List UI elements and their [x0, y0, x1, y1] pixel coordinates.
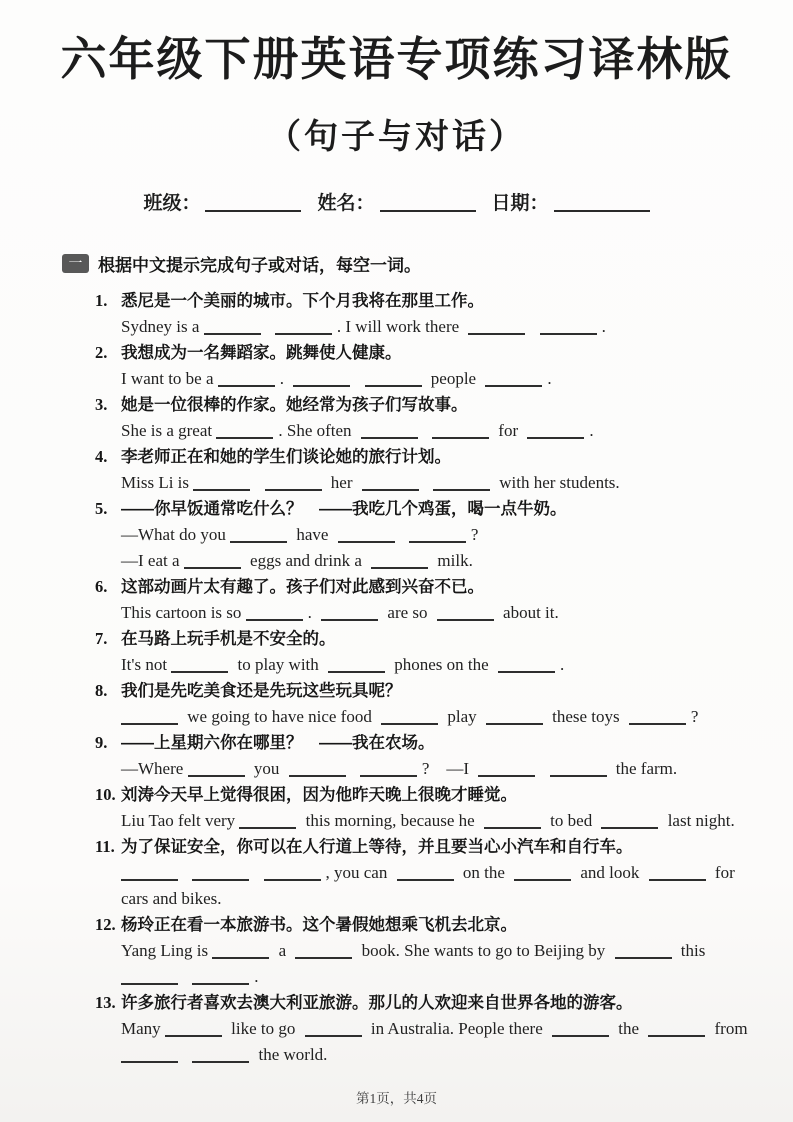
name-field [317, 188, 475, 215]
question-chinese-text: 刘涛今天早上觉得很困，因为他昨天晚上很晚才睡觉。 [121, 785, 517, 804]
answer-blank [293, 385, 350, 387]
question-english-line: , you can on the and look for [95, 860, 751, 886]
question-chinese-line [95, 990, 751, 1016]
question-number: 2. [95, 342, 108, 362]
question-chinese-line [95, 626, 751, 652]
question-number: 9. [95, 732, 108, 752]
question-number: 3. [95, 394, 108, 414]
question-item [95, 626, 751, 678]
class-blank-line [205, 210, 301, 212]
section-number-badge: 一 [62, 254, 89, 273]
answer-blank [275, 333, 332, 335]
question-english-line: —I eat a eggs and drink a milk. [121, 550, 473, 570]
question-item [95, 678, 751, 730]
date-label: 日期： [491, 192, 549, 214]
question-chinese-line [95, 834, 751, 860]
question-chinese-line [95, 730, 751, 756]
answer-blank [192, 1061, 249, 1063]
question-chinese-line [95, 340, 751, 366]
name-blank-line [380, 210, 476, 212]
answer-blank [265, 489, 322, 491]
page-title: 六年级下册英语专项练习译林版 [60, 34, 733, 85]
question-item [95, 496, 751, 574]
question-chinese-text: 在马路上玩手机是不安全的。 [121, 629, 336, 648]
answer-blank [121, 879, 178, 881]
answer-blank [381, 723, 438, 725]
question-chinese-line [95, 392, 751, 418]
answer-blank [514, 879, 571, 881]
answer-blank [432, 437, 489, 439]
question-number: 13. [95, 992, 116, 1012]
question-chinese-text: 我想成为一名舞蹈家。跳舞使人健康。 [121, 343, 402, 362]
question-number: 12. [95, 914, 116, 934]
question-number: 1. [95, 290, 108, 310]
answer-blank [239, 827, 296, 829]
answer-blank [295, 957, 352, 959]
question-item [95, 990, 751, 1068]
answer-blank [478, 775, 535, 777]
date-blank-line [554, 210, 650, 212]
question-chinese-text: 李老师正在和她的学生们谈论她的旅行计划。 [121, 447, 451, 466]
question-item [95, 730, 751, 782]
question-english-line: Sydney is a . I will work there . [121, 316, 606, 336]
question-number: 4. [95, 446, 108, 466]
question-english-line: Liu Tao felt very this morning, because he to bed last night. [121, 810, 735, 830]
question-english-line: This cartoon is so . are so about it. [121, 602, 559, 622]
question-number: 10. [95, 784, 116, 804]
answer-blank [121, 723, 178, 725]
question-item [95, 340, 751, 392]
answer-blank [550, 775, 607, 777]
answer-blank [230, 541, 287, 543]
answer-blank [365, 385, 422, 387]
answer-blank [338, 541, 395, 543]
answer-blank [468, 333, 525, 335]
answer-blank [305, 1035, 362, 1037]
question-english-line: Miss Li is her with her students. [121, 472, 620, 492]
date-field [492, 188, 650, 215]
answer-blank [527, 437, 584, 439]
answer-blank [437, 619, 494, 621]
section-instruction: 根据中文提示完成句子或对话，每空一词。 [98, 255, 421, 275]
question-chinese-line [95, 782, 751, 808]
question-item [95, 444, 751, 496]
answer-blank [433, 489, 490, 491]
answer-blank [188, 775, 245, 777]
question-item [95, 834, 751, 912]
question-english-line: the world. [95, 1042, 751, 1068]
answer-blank [184, 567, 241, 569]
answer-blank [371, 567, 428, 569]
answer-blank [486, 723, 543, 725]
question-english-line: Yang Ling is a book. She wants to go to Beijing by this [121, 940, 706, 960]
question-item [95, 912, 751, 990]
question-chinese-line [95, 444, 751, 470]
answer-blank [485, 385, 542, 387]
answer-blank [216, 437, 273, 439]
student-info-row [0, 188, 793, 215]
answer-blank [218, 385, 275, 387]
question-chinese-text: 许多旅行者喜欢去澳大利亚旅游。那儿的人欢迎来自世界各地的游客。 [121, 993, 633, 1012]
question-english-line: . [95, 964, 751, 990]
class-label: 班级： [143, 192, 201, 214]
question-chinese-text: 杨玲正在看一本旅游书。这个暑假她想乘飞机去北京。 [121, 915, 517, 934]
page-footer: 第1页，共4页 [356, 1091, 437, 1106]
section-header [62, 251, 747, 276]
question-number: 11. [95, 836, 115, 856]
question-item [95, 392, 751, 444]
question-chinese-text: 这部动画片太有趣了。孩子们对此感到兴奋不已。 [121, 577, 484, 596]
question-english-line: She is a great . She often for . [121, 420, 594, 440]
answer-blank [397, 879, 454, 881]
answer-blank [629, 723, 686, 725]
question-chinese-text: 我们是先吃美食还是先玩这些玩具呢？ [121, 681, 402, 700]
answer-blank [328, 671, 385, 673]
question-english-line: we going to have nice food play these toys ? [95, 704, 751, 730]
answer-blank [204, 333, 261, 335]
answer-blank [212, 957, 269, 959]
question-chinese-text: ——上星期六你在哪里？ ——我在农场。 [121, 733, 435, 752]
answer-blank [121, 983, 178, 985]
answer-blank [193, 489, 250, 491]
answer-blank [540, 333, 597, 335]
answer-blank [321, 619, 378, 621]
question-english-line: —Where you ? —I the farm. [121, 758, 678, 778]
question-chinese-text: 为了保证安全，你可以在人行道上等待，并且要当心小汽车和自行车。 [121, 837, 633, 856]
answer-blank [289, 775, 346, 777]
answer-blank [192, 879, 249, 881]
answer-blank [649, 879, 706, 881]
answer-blank [171, 671, 228, 673]
question-item [95, 782, 751, 834]
questions-list [0, 284, 793, 1068]
question-chinese-text: 她是一位很棒的作家。她经常为孩子们写故事。 [121, 395, 468, 414]
name-label: 姓名： [317, 192, 375, 214]
question-english-line: cars and bikes. [121, 888, 222, 908]
question-english-line: —What do you have ? [121, 524, 479, 544]
question-chinese-line [95, 574, 751, 600]
question-number: 8. [95, 680, 108, 700]
question-number: 5. [95, 498, 108, 518]
question-number: 7. [95, 628, 108, 648]
question-chinese-text: ——你早饭通常吃什么？ ——我吃几个鸡蛋，喝一点牛奶。 [121, 499, 567, 518]
answer-blank [121, 1061, 178, 1063]
class-field [143, 188, 301, 215]
answer-blank [264, 879, 321, 881]
answer-blank [362, 489, 419, 491]
question-chinese-line [95, 496, 751, 522]
question-item [95, 288, 751, 340]
question-chinese-line [95, 288, 751, 314]
answer-blank [648, 1035, 705, 1037]
question-english-line: It's not to play with phones on the . [121, 654, 565, 674]
question-chinese-line [95, 912, 751, 938]
answer-blank [192, 983, 249, 985]
question-item [95, 574, 751, 626]
question-chinese-line [95, 678, 751, 704]
question-chinese-text: 悉尼是一个美丽的城市。下个月我将在那里工作。 [121, 291, 484, 310]
answer-blank [601, 827, 658, 829]
page-subtitle: （句子与对话） [267, 118, 526, 156]
answer-blank [552, 1035, 609, 1037]
answer-blank [615, 957, 672, 959]
answer-blank [246, 619, 303, 621]
question-english-line: Many like to go in Australia. People there the from [121, 1018, 748, 1038]
answer-blank [165, 1035, 222, 1037]
answer-blank [484, 827, 541, 829]
answer-blank [498, 671, 555, 673]
question-english-line: I want to be a . people . [121, 368, 552, 388]
answer-blank [360, 775, 417, 777]
answer-blank [409, 541, 466, 543]
question-number: 6. [95, 576, 108, 596]
answer-blank [361, 437, 418, 439]
